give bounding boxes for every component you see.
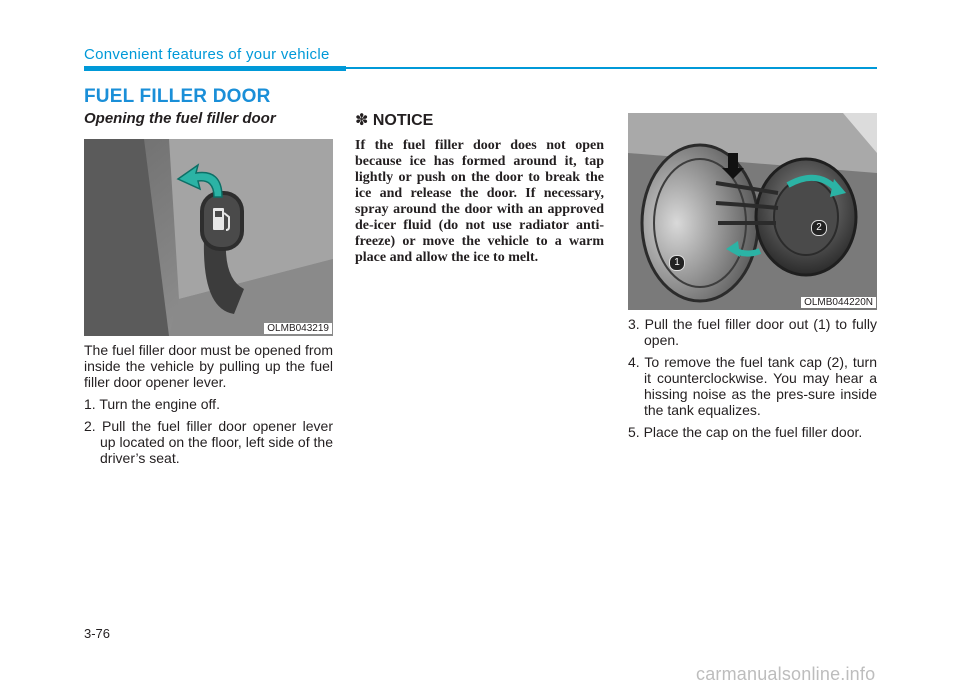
callout-1-badge: 1 — [669, 255, 685, 271]
main-heading: FUEL FILLER DOOR — [84, 86, 271, 107]
notice-title: ✽ NOTICE — [355, 112, 434, 129]
subheading: Opening the fuel filler door — [84, 110, 276, 127]
figure-caption: OLMB044220N — [801, 297, 876, 308]
header-rule — [346, 67, 877, 69]
notice-text: If the fuel filler door does not open because ice has formed around it, tap lightly or push on the door to break the ice and release the door. If necessary, spray around the door with an approved de-icer fluid (do not use radiator anti-freeze) or move the vehicle to a warm place and allow the ice to melt. — [355, 138, 604, 265]
step-item: 3. Pull the fuel filler door out (1) to fully open. — [628, 316, 877, 348]
figure-fuel-door-open — [628, 113, 877, 310]
left-column — [84, 342, 333, 472]
watermark: carmanualsonline.info — [696, 664, 876, 684]
step-item: 5. Place the cap on the fuel filler door. — [628, 424, 863, 440]
intro-paragraph: The fuel filler door must be opened from inside the vehicle by pulling up the fuel filler door opener lever. — [84, 342, 333, 390]
pull-up-arrow-icon — [172, 163, 232, 203]
step-item: 4. To remove the fuel tank cap (2), turn it counterclockwise. You may hear a hissing noise as the pres-sure inside the tank equalizes. — [628, 354, 877, 418]
right-column — [628, 316, 877, 446]
step-item: 1. Turn the engine off. — [84, 396, 220, 412]
figure-caption: OLMB043219 — [264, 323, 332, 334]
step-item: 2. Pull the fuel filler door opener lever up located on the floor, left side of the driver’s seat. — [84, 418, 333, 466]
section-title: Convenient features of your vehicle — [84, 46, 330, 63]
header-bar — [84, 66, 346, 71]
fuel-pump-icon — [211, 205, 233, 233]
callout-2-badge: 2 — [811, 220, 827, 236]
figure-opener-lever — [84, 139, 333, 336]
page-number: 3-76 — [84, 626, 111, 641]
